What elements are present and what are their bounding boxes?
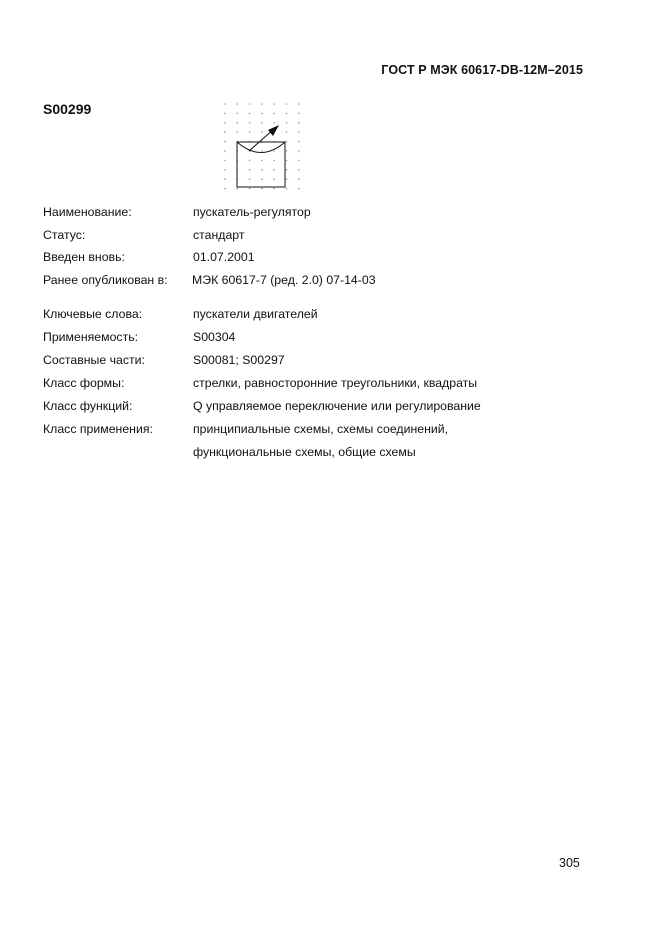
grid-dot: [298, 150, 300, 152]
field-value: стандарт: [193, 228, 245, 242]
grid-dot: [298, 131, 300, 133]
grid-dot: [237, 131, 239, 133]
grid-dot: [298, 160, 300, 162]
field-label: Класс применения:: [43, 422, 153, 436]
grid-dot: [237, 113, 239, 115]
field-value: стрелки, равносторонние треугольники, квадраты: [193, 376, 478, 390]
field-label: Класс формы:: [43, 376, 125, 390]
grid-dot: [273, 103, 275, 105]
grid-dot: [298, 103, 300, 105]
starter-regulator-symbol-icon: [222, 101, 302, 201]
grid-dot: [286, 122, 288, 124]
field-value: пускатель-регулятор: [193, 205, 311, 219]
grid-dot: [261, 160, 263, 162]
grid-dot: [286, 160, 288, 162]
grid-dot: [224, 169, 226, 171]
grid-dot: [298, 122, 300, 124]
grid-dot: [249, 160, 251, 162]
field-value: Q управляемое переключение или регулирование: [193, 399, 481, 413]
grid-dot: [286, 178, 288, 180]
field-label: Класс функций:: [43, 399, 133, 413]
field-value: S00081; S00297: [193, 353, 285, 367]
grid-dot: [249, 122, 251, 124]
field-value: функциональные схемы, общие схемы: [193, 445, 416, 459]
grid-dot: [298, 188, 300, 190]
grid-dot: [261, 131, 263, 133]
grid-dot: [273, 122, 275, 124]
grid-dot: [286, 188, 288, 190]
grid-dot: [249, 188, 251, 190]
symbol-code: S00299: [43, 101, 92, 117]
grid-dot: [261, 188, 263, 190]
field-label: Ранее опубликован в:: [43, 273, 168, 287]
grid-dot: [273, 160, 275, 162]
grid-dot: [224, 113, 226, 115]
field-value: пускатели двигателей: [193, 307, 318, 321]
grid-dot: [273, 150, 275, 152]
grid-dot: [261, 178, 263, 180]
grid-dot: [298, 178, 300, 180]
grid-dot: [273, 113, 275, 115]
grid-dot: [249, 178, 251, 180]
grid-dot: [273, 169, 275, 171]
field-label: Статус:: [43, 228, 86, 242]
grid-dot: [224, 150, 226, 152]
grid-dot: [261, 113, 263, 115]
grid-dot: [261, 169, 263, 171]
grid-dot: [261, 103, 263, 105]
field-value: 01.07.2001: [193, 250, 255, 264]
field-value: МЭК 60617-7 (ред. 2.0) 07-14-03: [192, 273, 376, 287]
grid-dot: [261, 122, 263, 124]
document-header: ГОСТ Р МЭК 60617-DB-12M–2015: [381, 63, 583, 77]
page-number: 305: [559, 856, 580, 870]
field-label: Введен вновь:: [43, 250, 125, 264]
grid-dot: [286, 103, 288, 105]
grid-dot: [249, 169, 251, 171]
grid-dot: [224, 160, 226, 162]
grid-dot: [298, 169, 300, 171]
grid-dot: [273, 178, 275, 180]
grid-dot: [224, 103, 226, 105]
grid-dot: [286, 131, 288, 133]
grid-dot: [286, 141, 288, 143]
grid-dot: [273, 188, 275, 190]
grid-dot: [249, 113, 251, 115]
grid-dot: [298, 141, 300, 143]
grid-dot: [237, 188, 239, 190]
grid-dot: [249, 131, 251, 133]
grid-dot: [224, 141, 226, 143]
field-value: S00304: [193, 330, 236, 344]
grid-dot: [249, 103, 251, 105]
grid-dot: [286, 169, 288, 171]
grid-dot: [237, 122, 239, 124]
grid-dot: [237, 103, 239, 105]
field-value: принципиальные схемы, схемы соединений,: [193, 422, 449, 436]
grid-dot: [286, 113, 288, 115]
field-label: Применяемость:: [43, 330, 139, 344]
grid-dot: [298, 113, 300, 115]
grid-dot: [224, 122, 226, 124]
field-label: Наименование:: [43, 205, 132, 219]
grid-dot: [224, 188, 226, 190]
grid-dot: [261, 150, 263, 152]
grid-dot: [224, 178, 226, 180]
field-label: Ключевые слова:: [43, 307, 143, 321]
grid-dot: [286, 150, 288, 152]
grid-dot: [224, 131, 226, 133]
field-label: Составные части:: [43, 353, 145, 367]
